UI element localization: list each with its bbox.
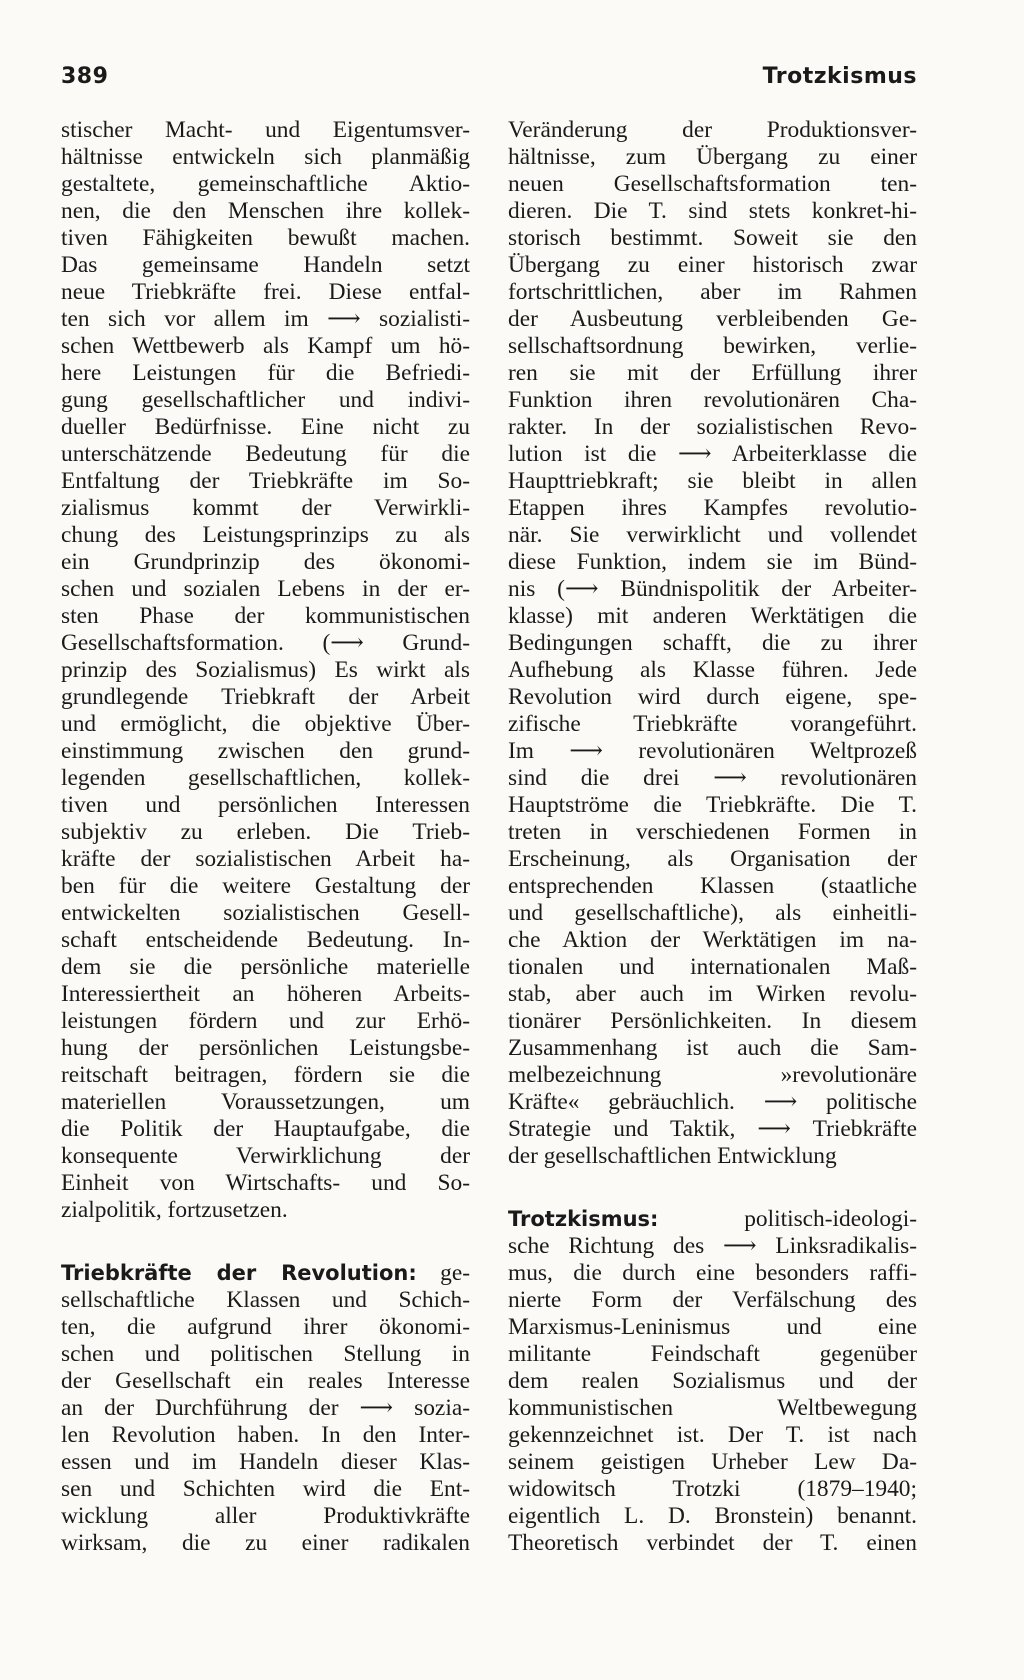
text-line: Funktion ihren revolutionären Cha- [508, 387, 917, 413]
text-line: schen Wettbewerb als Kampf um hö- [61, 333, 470, 359]
text-line: zifische Triebkräfte vorangeführt. [508, 711, 917, 737]
text-line: gekennzeichnet ist. Der T. ist nach [508, 1422, 917, 1448]
right-column [508, 117, 917, 1557]
text-line: ren sie mit der Erfüllung ihrer [508, 360, 917, 386]
text-line: Bedingungen schafft, die zu ihrer [508, 630, 917, 656]
text-line: hung der persönlichen Leistungsbe- [61, 1035, 470, 1061]
text-line: zialismus kommt der Verwirkli- [61, 495, 470, 521]
text-line: entwickelten sozialistischen Gesell- [61, 900, 470, 926]
left-column [61, 117, 470, 1557]
text-line: an der Durchführung der ⟶ sozia- [61, 1395, 470, 1421]
text-line: lution ist die ⟶ Arbeiterklasse die [508, 441, 917, 467]
text-line: tiven Fähigkeiten bewußt machen. [61, 225, 470, 251]
text-line: Aufhebung als Klasse führen. Jede [508, 657, 917, 683]
text-line: nierte Form der Verfälschung des [508, 1287, 917, 1313]
page-header [0, 0, 1024, 120]
text-line: gung gesellschaftlicher und indivi- [61, 387, 470, 413]
text-line: nis (⟶ Bündnispolitik der Arbeiter- [508, 576, 917, 602]
text-line: ten, die aufgrund ihrer ökonomi- [61, 1314, 470, 1340]
text-line: storisch bestimmt. Soweit sie den [508, 225, 917, 251]
text-line: dueller Bedürfnisse. Eine nicht zu [61, 414, 470, 440]
text-line: unterschätzende Bedeutung für die [61, 441, 470, 467]
text-line: diese Funktion, indem sie im Bünd- [508, 549, 917, 575]
text-line: treten in verschiedenen Formen in [508, 819, 917, 845]
text-line: tionärer Persönlichkeiten. In diesem [508, 1008, 917, 1034]
text-line: ten sich vor allem im ⟶ sozialisti- [61, 306, 470, 332]
text-line: zialpolitik, fortzusetzen. [61, 1197, 288, 1223]
text-line: Strategie und Taktik, ⟶ Triebkräfte [508, 1116, 917, 1142]
text-line: dem sie die persönliche materielle [61, 954, 470, 980]
text-line: Haupttriebkraft; sie bleibt in allen [508, 468, 917, 494]
text-line: seinem geistigen Urheber Lew Da- [508, 1449, 917, 1475]
text-line: Erscheinung, als Organisation der [508, 846, 917, 872]
text-line: Kräfte« gebräuchlich. ⟶ politische [508, 1089, 917, 1115]
text-line: Marxismus-Leninismus und eine [508, 1314, 917, 1340]
entry-first-line-text: politisch-ideologi- [658, 1206, 917, 1232]
text-line: melbezeichnung »revolutionäre [508, 1062, 917, 1088]
entry-body [508, 1233, 917, 1557]
text-line: tiven und persönlichen Interessen [61, 792, 470, 818]
text-line: einstimmung zwischen den grund- [61, 738, 470, 764]
text-line: die Politik der Hauptaufgabe, die [61, 1116, 470, 1142]
text-line: Entfaltung der Triebkräfte im So- [61, 468, 470, 494]
text-line: gestaltete, gemeinschaftliche Aktio- [61, 171, 470, 197]
entry-body [61, 1287, 470, 1557]
text-line: Einheit von Wirtschafts- und So- [61, 1170, 470, 1196]
entry-triebkraefte-der-revolution [61, 1260, 470, 1557]
page-number: 389 [61, 64, 109, 89]
text-line: ein Grundprinzip des ökonomi- [61, 549, 470, 575]
text-line: sen und Schichten wird die Ent- [61, 1476, 470, 1502]
text-line: materiellen Voraussetzungen, um [61, 1089, 470, 1115]
text-line: kommunistischen Weltbewegung [508, 1395, 917, 1421]
text-line: grundlegende Triebkraft der Arbeit [61, 684, 470, 710]
text-line: dieren. Die T. sind stets konkret-hi- [508, 198, 917, 224]
entry-first-line [508, 1206, 917, 1233]
text-line: stab, aber auch im Wirken revolu- [508, 981, 917, 1007]
text-line: ben für die weitere Gestaltung der [61, 873, 470, 899]
text-line: sellschaftliche Klassen und Schich- [61, 1287, 470, 1313]
text-line: neuen Gesellschaftsformation ten- [508, 171, 917, 197]
text-line: Revolution wird durch eigene, spe- [508, 684, 917, 710]
text-line: und gesellschaftliche), als einheitli- [508, 900, 917, 926]
text-line: nen, die den Menschen ihre kollek- [61, 198, 470, 224]
entry-gap [61, 1224, 470, 1260]
text-line: essen und im Handeln dieser Klas- [61, 1449, 470, 1475]
text-line: hältnisse entwickeln sich planmäßig [61, 144, 470, 170]
text-line: hältnisse, zum Übergang zu einer [508, 144, 917, 170]
text-line: rakter. In der sozialistischen Revo- [508, 414, 917, 440]
text-line: reitschaft beitragen, fördern sie die [61, 1062, 470, 1088]
text-line: Gesellschaftsformation. (⟶ Grund- [61, 630, 470, 656]
entry-triebkraefte-der-revolution-continuation [508, 117, 917, 1170]
text-line: prinzip des Sozialismus) Es wirkt als [61, 657, 470, 683]
text-line: sellschaftsordnung bewirken, verlie- [508, 333, 917, 359]
text-line: len Revolution haben. In den Inter- [61, 1422, 470, 1448]
text-line: schaft entscheidende Bedeutung. In- [61, 927, 470, 953]
entry-trotzkismus [508, 1206, 917, 1557]
text-line: Etappen ihres Kampfes revolutio- [508, 495, 917, 521]
entry-first-line [61, 1260, 470, 1287]
text-line: che Aktion der Werktätigen im na- [508, 927, 917, 953]
text-line: eigentlich L. D. Bronstein) benannt. [508, 1503, 917, 1529]
text-line: konsequente Verwirklichung der [61, 1143, 470, 1169]
text-line: Im ⟶ revolutionären Weltprozeß [508, 738, 917, 764]
text-line: sind die drei ⟶ revolutionären [508, 765, 917, 791]
text-line: schen und sozialen Lebens in der er- [61, 576, 470, 602]
text-line: när. Sie verwirklicht und vollendet [508, 522, 917, 548]
text-line: der Gesellschaft ein reales Interesse [61, 1368, 470, 1394]
text-line: here Leistungen für die Befriedi- [61, 360, 470, 386]
text-line: sche Richtung des ⟶ Linksradikalis- [508, 1233, 917, 1259]
text-line: kräfte der sozialistischen Arbeit ha- [61, 846, 470, 872]
text-line: Hauptströme die Triebkräfte. Die T. [508, 792, 917, 818]
text-line: Interessiertheit an höheren Arbeits- [61, 981, 470, 1007]
entry-first-line-text: ge- [416, 1260, 471, 1286]
text-line: chung des Leistungsprinzips zu als [61, 522, 470, 548]
entry-term: Trotzkismus: [508, 1207, 659, 1231]
text-line: subjektiv zu erleben. Die Trieb- [61, 819, 470, 845]
text-line: der Ausbeutung verbleibenden Ge- [508, 306, 917, 332]
running-head: Trotzkismus [762, 64, 917, 89]
text-line: widowitsch Trotzki (1879–1940; [508, 1476, 917, 1502]
text-line: neue Triebkräfte frei. Diese entfal- [61, 279, 470, 305]
text-line: entsprechenden Klassen (staatliche [508, 873, 917, 899]
text-line: wicklung aller Produktivkräfte [61, 1503, 470, 1529]
text-line: dem realen Sozialismus und der [508, 1368, 917, 1394]
entry-triebkraefte-continuation [61, 117, 470, 1224]
text-line: klasse) mit anderen Werktätigen die [508, 603, 917, 629]
text-line: tionalen und internationalen Maß- [508, 954, 917, 980]
text-line: militante Feindschaft gegenüber [508, 1341, 917, 1367]
text-line: Zusammenhang ist auch die Sam- [508, 1035, 917, 1061]
entry-gap [508, 1170, 917, 1206]
text-line: leistungen fördern und zur Erhö- [61, 1008, 470, 1034]
text-line: Das gemeinsame Handeln setzt [61, 252, 470, 278]
text-line: und ermöglicht, die objektive Über- [61, 711, 470, 737]
text-line: stischer Macht- und Eigentumsver- [61, 117, 470, 143]
entry-term: Triebkräfte der Revolution: [61, 1261, 417, 1285]
text-line: wirksam, die zu einer radikalen [61, 1530, 470, 1556]
text-line: Veränderung der Produktionsver- [508, 117, 917, 143]
text-line: schen und politischen Stellung in [61, 1341, 470, 1367]
text-line: der gesellschaftlichen Entwicklung [508, 1143, 837, 1169]
text-line: Übergang zu einer historisch zwar [508, 252, 917, 278]
text-line: legenden gesellschaftlichen, kollek- [61, 765, 470, 791]
text-line: Theoretisch verbindet der T. einen [508, 1530, 917, 1556]
text-line: fortschrittlichen, aber im Rahmen [508, 279, 917, 305]
text-line: mus, die durch eine besonders raffi- [508, 1260, 917, 1286]
text-line: sten Phase der kommunistischen [61, 603, 470, 629]
